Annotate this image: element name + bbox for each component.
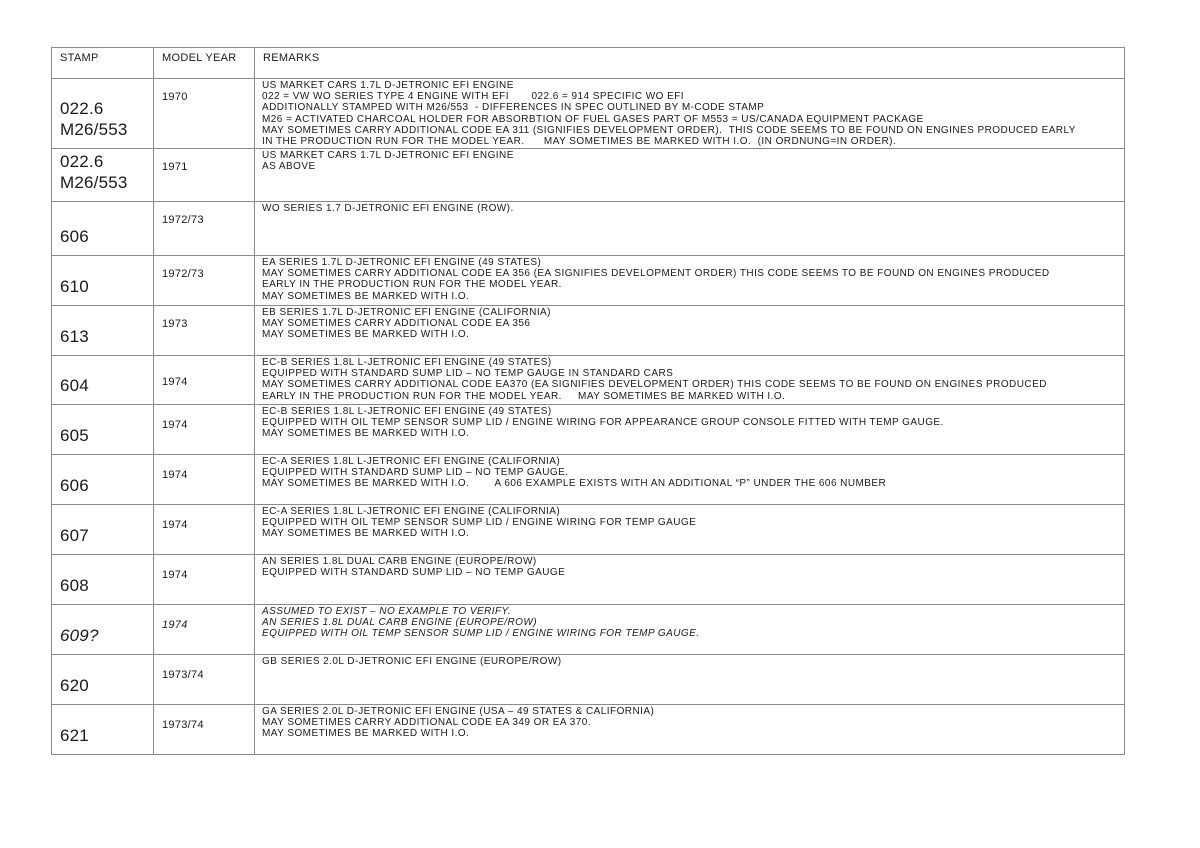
stamp-line-1: 606	[60, 227, 89, 246]
stamp-number	[60, 475, 89, 496]
stamp-number	[60, 425, 89, 446]
model-year-cell	[154, 79, 255, 149]
model-year: 1974	[162, 519, 188, 531]
header-model-year: MODEL YEAR	[154, 48, 255, 79]
stamp-line-1: 609?	[60, 626, 99, 645]
model-year-cell	[154, 605, 255, 655]
stamp-cell	[52, 405, 154, 455]
model-year-cell	[154, 655, 255, 705]
stamp-line-1: 620	[60, 676, 89, 695]
remarks-text: EC-A SERIES 1.8L L-JETRONIC EFI ENGINE (CALIFORNIA) EQUIPPED WITH OIL TEMP SENSOR SUMP LID / ENGINE WIRING FOR TEMP GAUGE MAY SOMETIMES BE MARKED WITH I.O.	[262, 506, 697, 540]
stamp-number	[60, 326, 89, 347]
model-year: 1971	[162, 161, 188, 173]
table-row	[52, 149, 1125, 202]
table-row	[52, 256, 1125, 306]
stamp-number	[60, 525, 89, 546]
remarks-cell	[255, 149, 1125, 202]
remarks-text: US MARKET CARS 1.7L D-JETRONIC EFI ENGINE AS ABOVE	[262, 150, 514, 173]
model-year: 1974	[162, 569, 188, 581]
stamp-number	[60, 625, 99, 646]
stamp-line-1: 610	[60, 277, 89, 296]
table-row	[52, 605, 1125, 655]
model-year: 1973/74	[162, 669, 204, 681]
stamp-number	[60, 226, 89, 247]
table-body	[52, 79, 1125, 755]
remarks-cell	[255, 655, 1125, 705]
remarks-text: WO SERIES 1.7 D-JETRONIC EFI ENGINE (ROW).	[262, 203, 514, 214]
stamp-number	[60, 276, 89, 297]
stamp-cell	[52, 655, 154, 705]
stamp-line-1: 608	[60, 576, 89, 595]
model-year: 1970	[162, 91, 188, 103]
table-row	[52, 356, 1125, 405]
stamp-line-1: 606	[60, 476, 89, 495]
remarks-cell	[255, 555, 1125, 605]
model-year-cell	[154, 555, 255, 605]
model-year-cell	[154, 256, 255, 306]
model-year: 1974	[162, 376, 188, 388]
stamp-cell	[52, 79, 154, 149]
remarks-text: GB SERIES 2.0L D-JETRONIC EFI ENGINE (EUROPE/ROW)	[262, 656, 562, 667]
model-year: 1974	[162, 469, 188, 481]
model-year-cell	[154, 306, 255, 356]
model-year: 1974	[162, 619, 188, 631]
remarks-text: EC-A SERIES 1.8L L-JETRONIC EFI ENGINE (CALIFORNIA) EQUIPPED WITH STANDARD SUMP LID – NO TEMP GAUGE. MAY SOMETIMES BE MARKED WITH I.O. A 606 EXAMPLE EXISTS WITH AN ADDITIONAL “P” UNDER THE 606 NUMBER	[262, 456, 887, 490]
table-header-row	[52, 48, 1125, 79]
stamp-cell	[52, 306, 154, 356]
table-row	[52, 79, 1125, 149]
stamp-number	[60, 575, 89, 596]
remarks-cell	[255, 202, 1125, 256]
header-remarks: REMARKS	[255, 48, 1125, 79]
table-row	[52, 555, 1125, 605]
model-year-cell	[154, 356, 255, 405]
table-row	[52, 405, 1125, 455]
remarks-text: EC-B SERIES 1.8L L-JETRONIC EFI ENGINE (49 STATES) EQUIPPED WITH OIL TEMP SENSOR SUMP LID / ENGINE WIRING FOR APPEARANCE GROUP CONSOLE FITTED WITH TEMP GAUGE. MAY SOMETIMES BE MARKED WITH I.O.	[262, 406, 944, 440]
model-year: 1973	[162, 318, 188, 330]
remarks-text: AN SERIES 1.8L DUAL CARB ENGINE (EUROPE/ROW) EQUIPPED WITH STANDARD SUMP LID – NO TEMP GAUGE	[262, 556, 566, 579]
remarks-cell	[255, 405, 1125, 455]
table-row	[52, 705, 1125, 755]
stamp-line-1: 621	[60, 726, 89, 745]
remarks-cell	[255, 705, 1125, 755]
remarks-cell	[255, 505, 1125, 555]
engine-stamp-table	[51, 47, 1125, 755]
table-row	[52, 655, 1125, 705]
stamp-line-1: 022.6	[60, 152, 104, 171]
model-year-cell	[154, 705, 255, 755]
table-row	[52, 505, 1125, 555]
stamp-cell	[52, 202, 154, 256]
model-year-cell	[154, 149, 255, 202]
stamp-cell	[52, 256, 154, 306]
stamp-number	[60, 98, 128, 140]
remarks-cell	[255, 256, 1125, 306]
stamp-line-1: 607	[60, 526, 89, 545]
model-year-cell	[154, 455, 255, 505]
remarks-cell	[255, 605, 1125, 655]
remarks-cell	[255, 306, 1125, 356]
remarks-text: EA SERIES 1.7L D-JETRONIC EFI ENGINE (49 STATES) MAY SOMETIMES CARRY ADDITIONAL CODE EA 356 (EA SIGNIFIES DEVELOPMENT ORDER) THIS CODE SEEMS TO BE FOUND ON ENGINES PRODUCED EARLY IN THE PRODUCTION RUN FOR THE MODEL YEAR. MAY SOMETIMES BE MARKED WITH I.O.	[262, 257, 1050, 302]
model-year-cell	[154, 505, 255, 555]
model-year: 1974	[162, 419, 188, 431]
stamp-cell	[52, 605, 154, 655]
stamp-number	[60, 375, 89, 396]
remarks-cell	[255, 79, 1125, 149]
remarks-cell	[255, 356, 1125, 405]
model-year: 1972/73	[162, 214, 204, 226]
stamp-line-2: M26/553	[60, 120, 128, 139]
remarks-text: US MARKET CARS 1.7L D-JETRONIC EFI ENGINE 022 = VW WO SERIES TYPE 4 ENGINE WITH EFI 022.6 = 914 SPECIFIC WO EFI ADDITIONALLY STAMPED WITH M26/553 - DIFFERENCES IN SPEC OUTLINED BY M-CODE STAMP M26 = ACTIVATED CHARCOAL HOLDER FOR ABSORBTION OF FUEL GASES PART OF M553 = US/CANADA EQUIPMENT PACKAGE MAY SOMETIMES CARRY ADDITIONAL CODE EA 311 (SIGNIFIES DEVELOPMENT ORDER). THIS CODE SEEMS TO BE FOUND ON ENGINES PRODUCED EARLY IN THE PRODUCTION RUN FOR THE MODEL YEAR. MAY SOMETIMES BE MARKED WITH I.O. (IN ORDNUNG=IN ORDER).	[262, 80, 1076, 148]
stamp-number	[60, 675, 89, 696]
stamp-number	[60, 725, 89, 746]
header-stamp: STAMP	[52, 48, 154, 79]
table-row	[52, 202, 1125, 256]
remarks-text: EC-B SERIES 1.8L L-JETRONIC EFI ENGINE (49 STATES) EQUIPPED WITH STANDARD SUMP LID – NO TEMP GAUGE IN STANDARD CARS MAY SOMETIMES CARRY ADDITIONAL CODE EA370 (EA SIGNIFIES DEVELOPMENT ORDER) THIS CODE SEEMS TO BE FOUND ON ENGINES PRODUCED EARLY IN THE PRODUCTION RUN FOR THE MODEL YEAR. MAY SOMETIMES BE MARKED WITH I.O.	[262, 357, 1047, 402]
remarks-text: GA SERIES 2.0L D-JETRONIC EFI ENGINE (USA – 49 STATES & CALIFORNIA) MAY SOMETIMES CARRY ADDITIONAL CODE EA 349 OR EA 370. MAY SOMETIMES BE MARKED WITH I.O.	[262, 706, 655, 740]
stamp-number	[60, 151, 128, 193]
stamp-cell	[52, 705, 154, 755]
model-year: 1973/74	[162, 719, 204, 731]
table-row	[52, 455, 1125, 505]
stamp-cell	[52, 555, 154, 605]
model-year-cell	[154, 405, 255, 455]
stamp-cell	[52, 149, 154, 202]
remarks-text: ASSUMED TO EXIST – NO EXAMPLE TO VERIFY. AN SERIES 1.8L DUAL CARB ENGINE (EUROPE/ROW) EQUIPPED WITH OIL TEMP SENSOR SUMP LID / ENGINE WIRING FOR TEMP GAUGE.	[262, 606, 700, 640]
stamp-line-1: 613	[60, 327, 89, 346]
stamp-cell	[52, 455, 154, 505]
model-year: 1972/73	[162, 268, 204, 280]
model-year-cell	[154, 202, 255, 256]
stamp-line-1: 604	[60, 376, 89, 395]
stamp-cell	[52, 505, 154, 555]
remarks-cell	[255, 455, 1125, 505]
stamp-line-1: 605	[60, 426, 89, 445]
stamp-cell	[52, 356, 154, 405]
stamp-line-1: 022.6	[60, 99, 104, 118]
stamp-line-2: M26/553	[60, 173, 128, 192]
table-row	[52, 306, 1125, 356]
remarks-text: EB SERIES 1.7L D-JETRONIC EFI ENGINE (CALIFORNIA) MAY SOMETIMES CARRY ADDITIONAL CODE EA 356 MAY SOMETIMES BE MARKED WITH I.O.	[262, 307, 551, 341]
